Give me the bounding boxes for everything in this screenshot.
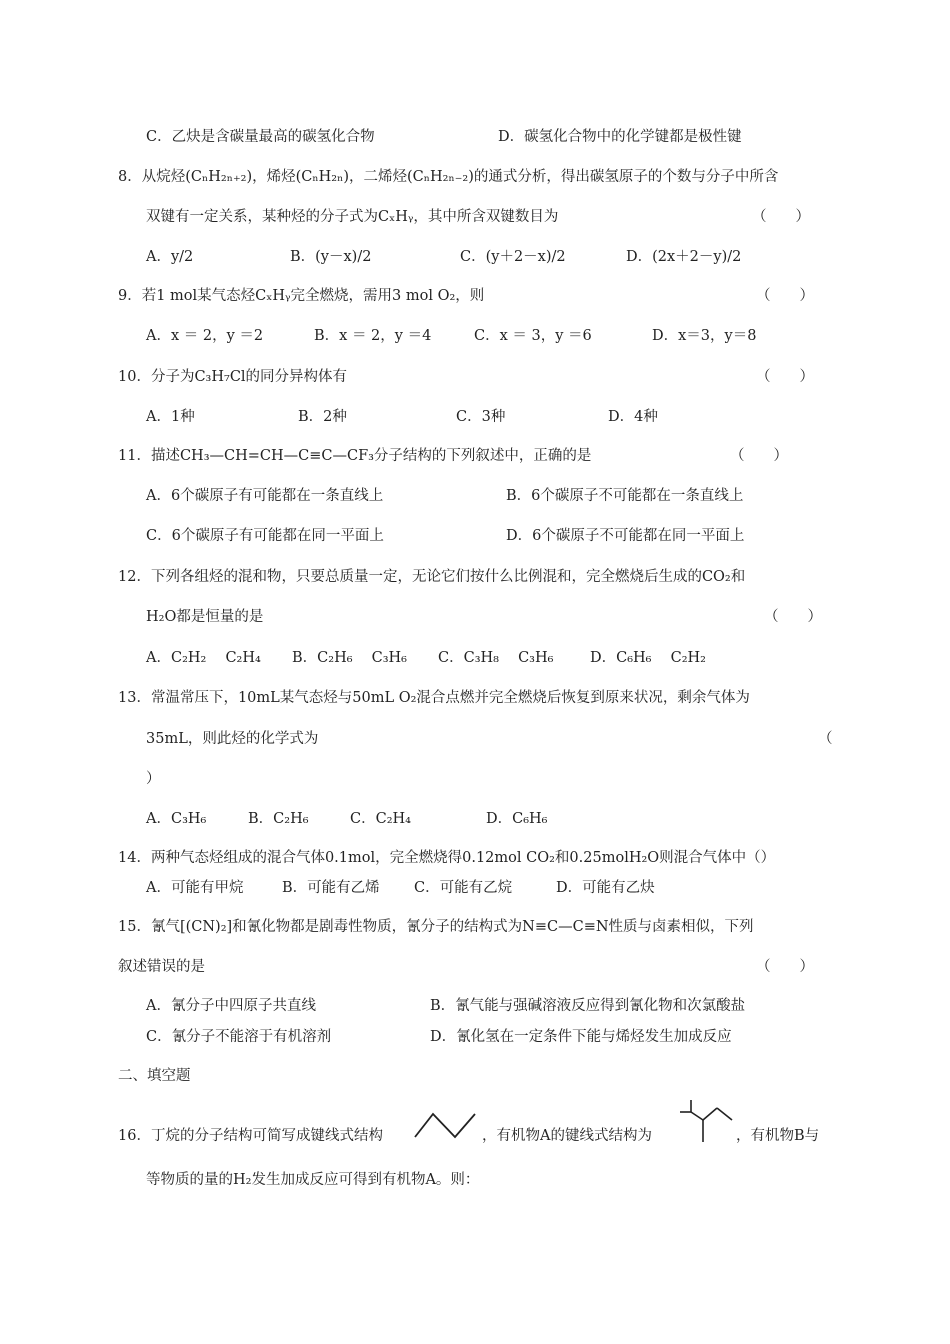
q15-answer-paren: （ ）: [756, 959, 814, 975]
q13-option-d: D．C₆H₆: [486, 811, 548, 827]
q16-text-line2: 等物质的量的H₂发生加成反应可得到有机物A。则：: [146, 1172, 480, 1188]
q12-option-d: D．C₆H₆ C₂H₂: [590, 650, 706, 666]
q7-option-d: D．碳氢化合物中的化学键都是极性键: [498, 129, 742, 145]
q15-option-d: D．氰化氢在一定条件下能与烯烃发生加成反应: [430, 1029, 732, 1045]
q16-text-part2: ，有机物A的键线式结构为: [482, 1128, 652, 1144]
q8-option-d: D．(2x＋2－y)/2: [626, 249, 742, 265]
q11-option-b: B．6个碳原子不可能都在一条直线上: [506, 488, 744, 504]
q12-stem-line2: H₂O都是恒量的是: [146, 609, 264, 625]
q15-option-b: B．氰气能与强碱溶液反应得到氰化物和次氯酸盐: [430, 998, 746, 1014]
q10-option-d: D．4种: [608, 409, 658, 425]
butane-skeletal-structure: [413, 1110, 483, 1140]
q9-answer-paren: （ ）: [756, 288, 814, 304]
q12-answer-paren: （ ）: [764, 609, 822, 625]
q11-option-c: C．6个碳原子有可能都在同一平面上: [146, 528, 384, 544]
q9-option-d: D．x＝3，y＝8: [652, 328, 757, 344]
q8-stem-line1: 8．从烷烃(CₙH₂ₙ₊₂)，烯烃(CₙH₂ₙ)，二烯烃(CₙH₂ₙ₋₂)的通式分析，得出碳氢原子的个数与分子中所含: [118, 169, 779, 185]
q11-stem: 11．描述CH₃—CH=CH—C≡C—CF₃分子结构的下列叙述中，正确的是: [118, 448, 592, 464]
q11-option-a: A．6个碳原子有可能都在一条直线上: [146, 488, 384, 504]
section-heading-fill-in: 二、填空题: [118, 1068, 191, 1084]
q15-stem-line2: 叙述错误的是: [118, 959, 205, 975]
q9-option-b: B．x ＝ 2，y ＝4: [314, 328, 432, 344]
q10-option-b: B．2种: [298, 409, 347, 425]
q14-option-a: A．可能有甲烷: [146, 880, 244, 896]
q8-option-c: C．(y＋2－x)/2: [460, 249, 566, 265]
q14-option-d: D．可能有乙炔: [556, 880, 655, 896]
q10-stem: 10．分子为C₃H₇Cl的同分异构体有: [118, 369, 348, 385]
q10-answer-paren: （ ）: [756, 369, 814, 385]
q7-option-c: C．乙炔是含碳量最高的碳氢化合物: [146, 129, 375, 145]
q8-stem-line2: 双键有一定关系，某种烃的分子式为CₓHᵧ，其中所含双键数目为: [146, 209, 559, 225]
q13-paren-open: （: [818, 731, 833, 747]
q13-stem-line2: 35mL，则此烃的化学式为: [146, 731, 319, 747]
q13-stem-line1: 13．常温常压下，10mL某气态烃与50mL O₂混合点燃并完全燃烧后恢复到原来状况，剩余气体为: [118, 690, 750, 706]
q12-stem-line1: 12．下列各组烃的混和物，只要总质量一定，无论它们按什么比例混和，完全燃烧后生成的CO₂和: [118, 569, 746, 585]
q16-text-part3: ，有机物B与: [736, 1128, 820, 1144]
q8-option-a: A．y/2: [146, 249, 194, 265]
q9-option-a: A．x ＝ 2，y ＝2: [146, 328, 264, 344]
q8-option-b: B．(y－x)/2: [290, 249, 372, 265]
q11-answer-paren: （ ）: [730, 448, 788, 464]
q13-option-b: B．C₂H₆: [248, 811, 309, 827]
q15-option-a: A．氰分子中四原子共直线: [146, 998, 316, 1014]
q9-option-c: C．x ＝ 3，y ＝6: [474, 328, 592, 344]
q9-stem: 9．若1 mol某气态烃CₓHᵧ完全燃烧，需用3 mol O₂，则: [118, 288, 485, 304]
q16-text-part1: 16．丁烷的分子结构可简写成键线式结构: [118, 1128, 383, 1144]
q13-option-c: C．C₂H₄: [350, 811, 411, 827]
q15-stem-line1: 15．氰气[(CN)₂]和氰化物都是剧毒性物质，氰分子的结构式为N≡C—C≡N性质与卤素相似，下列: [118, 919, 754, 935]
q12-option-c: C．C₃H₈ C₃H₆: [438, 650, 554, 666]
q10-option-a: A．1种: [146, 409, 195, 425]
q13-paren-close: ）: [146, 771, 161, 787]
compound-a-skeletal-structure: [678, 1098, 736, 1144]
q15-option-c: C．氰分子不能溶于有机溶剂: [146, 1029, 332, 1045]
q12-option-b: B．C₂H₆ C₃H₆: [292, 650, 407, 666]
q14-option-b: B．可能有乙烯: [282, 880, 380, 896]
q8-answer-paren: （ ）: [752, 209, 810, 225]
q13-option-a: A．C₃H₆: [146, 811, 207, 827]
q14-stem: 14．两种气态烃组成的混合气体0.1mol，完全燃烧得0.12mol CO₂和0.25molH₂O则混合气体中（）: [118, 850, 776, 866]
q12-option-a: A．C₂H₂ C₂H₄: [146, 650, 261, 666]
q10-option-c: C．3种: [456, 409, 506, 425]
q11-option-d: D．6个碳原子不可能都在同一平面上: [506, 528, 745, 544]
q14-option-c: C．可能有乙烷: [414, 880, 513, 896]
